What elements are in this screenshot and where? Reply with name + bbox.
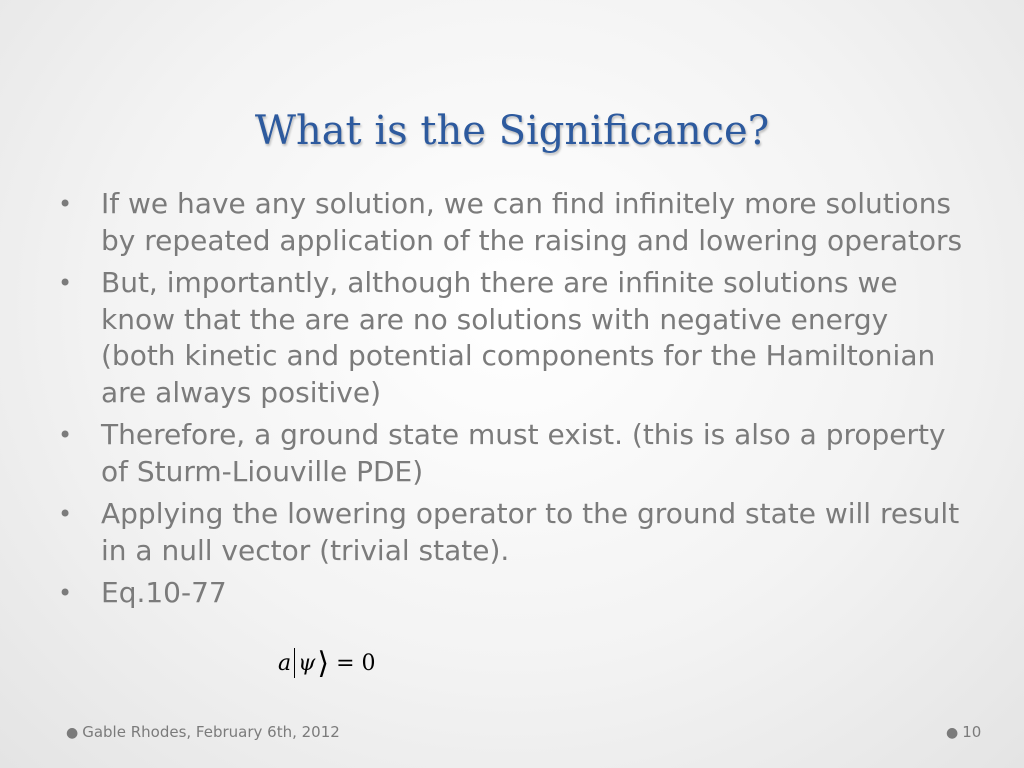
bullet-list: [58, 186, 968, 618]
bullet-item: [58, 265, 968, 411]
bullet-dot-icon: •: [58, 579, 73, 607]
footer-slide-number: [946, 723, 981, 741]
footer-author-date: [66, 723, 340, 741]
equation-operator: a: [278, 651, 292, 676]
bullet-dot-icon: •: [58, 500, 73, 528]
bullet-text: If we have any solution, we can find infinitely more solutions by repeated application of the raising and lowering operators: [101, 187, 963, 257]
bullet-item: [58, 417, 968, 490]
footer-text: Gable Rhodes, February 6th, 2012: [82, 723, 340, 741]
equation-state: ψ: [298, 651, 316, 676]
bullet-item: [58, 496, 968, 569]
slide-title: What is the Significance?: [254, 108, 770, 154]
footer-dot-icon: ●: [66, 725, 79, 741]
equation-rhs: = 0: [336, 651, 376, 676]
bullet-text: Applying the lowering operator to the ground state will result in a null vector (trivial state).: [101, 497, 960, 567]
bullet-text: But, importantly, although there are infinite solutions we know that the are are no solutions with negative energy (both kinetic and potential components for the Hamiltonian are always positive): [101, 266, 936, 409]
equation: [278, 646, 376, 681]
ket-angle: ⟩: [317, 646, 330, 681]
bullet-dot-icon: •: [58, 269, 73, 297]
bullet-text: Eq.10-77: [101, 576, 227, 609]
bullet-item: [58, 186, 968, 259]
footer-dot-icon: ●: [946, 725, 959, 741]
bullet-text: Therefore, a ground state must exist. (this is also a property of Sturm-Liouville PDE): [101, 418, 946, 488]
ket-bar: [294, 648, 295, 678]
bullet-item: [58, 575, 968, 612]
bullet-dot-icon: •: [58, 421, 73, 449]
slide-number: 10: [962, 723, 982, 741]
bullet-dot-icon: •: [58, 190, 73, 218]
